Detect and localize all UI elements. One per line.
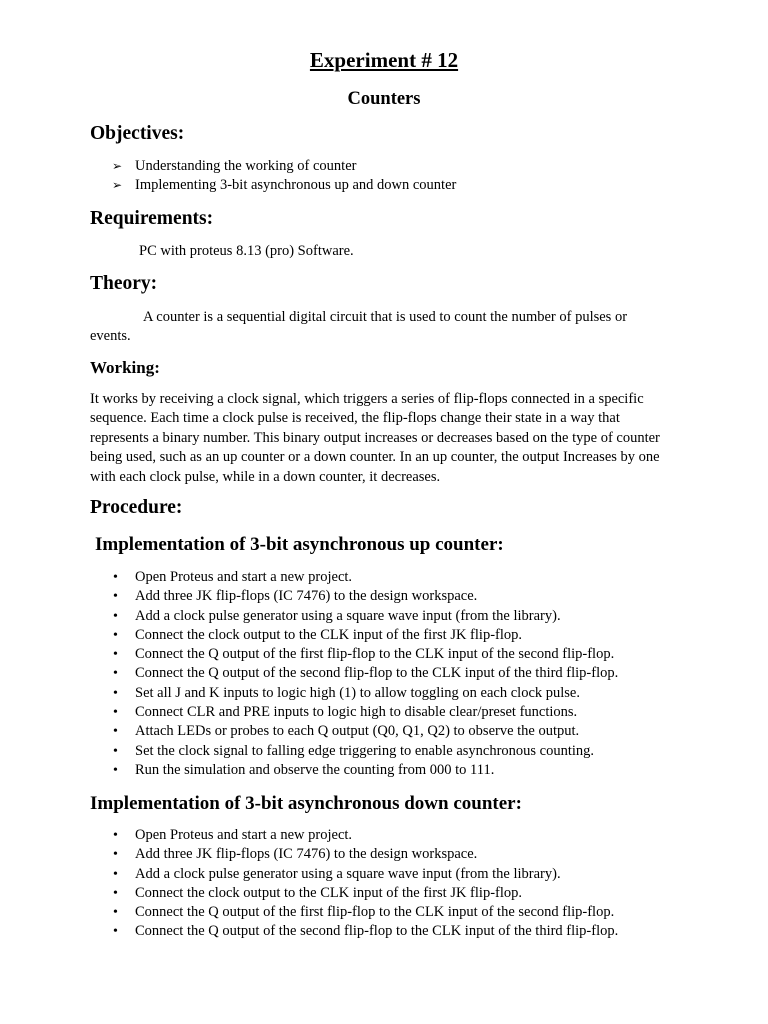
working-text: It works by receiving a clock signal, which triggers a series of flip-flops connected in a specific sequence. Each time a clock pulse is received, the flip-flops change their state in a way that represents a binary number. This binary output increases or decreases based on the type of counter being used, such as an up counter or a down counter. In an up counter, the output Increases by one with each clock pulse, while in a down counter, it decreases. [90,391,660,485]
list-item [90,684,618,703]
list-item [90,722,618,741]
list-item [90,157,456,176]
list-item [90,761,618,780]
bullet-icon: • [113,685,118,701]
objectives-list [90,157,456,196]
page-subtitle: Counters [347,89,421,109]
list-item-text: Connect the Q output of the first flip-flop to the CLK input of the second flip-flop. [135,904,615,921]
bullet-icon: • [113,647,118,663]
bullet-icon: • [113,705,118,721]
theory-text [90,308,680,347]
list-item [90,587,618,606]
list-item-text: Connect the Q output of the first flip-flop to the CLK input of the second flip-flop. [135,646,615,663]
theory-text-line: events. [90,328,131,345]
working-heading: Working: [90,358,160,377]
bullet-icon: • [113,828,118,843]
bullet-icon: • [113,608,118,624]
list-item-text: Connect the Q output of the second flip-flop to the CLK input of the third flip-flop. [135,923,619,940]
objectives-heading: Objectives: [90,123,185,144]
page-title: Experiment # 12 [309,48,459,72]
list-item-text: Understanding the working of counter [135,158,357,174]
requirements-text: PC with proteus 8.13 (pro) Software. [139,243,354,259]
bullet-icon: • [113,924,118,940]
list-item-text: Open Proteus and start a new project. [135,569,353,585]
list-item [90,826,618,845]
list-item-text: Set all J and K inputs to logic high (1) to allow toggling on each clock pulse. [135,684,580,701]
list-item-text: Run the simulation and observe the counting from 000 to 111. [135,761,495,778]
bullet-icon: • [113,743,118,759]
list-item [90,742,618,761]
bullet-icon: • [113,666,118,682]
list-item-text: Add three JK flip-flops (IC 7476) to the design workspace. [135,588,478,605]
list-item-text: Open Proteus and start a new project. [135,827,353,843]
theory-text-line: A counter is a sequential digital circuit that is used to count the number of pulses or [143,309,628,325]
list-item [90,903,618,922]
bullet-icon: • [113,589,118,605]
list-item [90,568,618,587]
bullet-icon: • [113,885,118,901]
procedure-heading: Procedure: [90,497,183,518]
list-item-text: Add three JK flip-flops (IC 7476) to the design workspace. [135,846,478,863]
up-counter-heading: Implementation of 3-bit asynchronous up counter: [95,534,504,555]
down-counter-steps [90,826,618,942]
bullet-icon: • [113,762,118,778]
arrow-bullet-icon: ➢ [112,178,123,193]
list-item-text: Connect CLR and PRE inputs to logic high to disable clear/preset functions. [135,704,578,721]
list-item [90,664,618,683]
list-item-text: Connect the clock output to the CLK input of the first JK flip-flop. [135,884,523,901]
theory-heading: Theory: [90,273,158,294]
bullet-icon: • [113,627,118,643]
list-item-text: Implementing 3-bit asynchronous up and down counter [135,177,457,194]
list-item [90,922,618,941]
list-item [90,865,618,884]
bullet-icon: • [113,724,118,740]
list-item [90,703,618,722]
list-item-text: Add a clock pulse generator using a square wave input (from the library). [135,865,561,882]
down-counter-heading: Implementation of 3-bit asynchronous down counter: [90,793,522,814]
list-item [90,845,618,864]
bullet-icon: • [113,866,118,882]
list-item-text: Connect the clock output to the CLK input of the first JK flip-flop. [135,626,523,643]
list-item [90,884,618,903]
list-item [90,607,618,626]
requirements-heading: Requirements: [90,208,214,229]
list-item-text: Add a clock pulse generator using a square wave input (from the library). [135,607,561,624]
arrow-bullet-icon: ➢ [112,159,123,173]
list-item-text: Connect the Q output of the second flip-flop to the CLK input of the third flip-flop. [135,665,619,682]
list-item [90,645,618,664]
list-item-text: Set the clock signal to falling edge triggering to enable asynchronous counting. [135,742,595,759]
list-item [90,176,456,195]
list-item [90,626,618,645]
bullet-icon: • [113,570,118,585]
bullet-icon: • [113,905,118,921]
bullet-icon: • [113,847,118,863]
list-item-text: Attach LEDs or probes to each Q output (Q0, Q1, Q2) to observe the output. [135,723,580,740]
up-counter-steps [90,568,618,780]
